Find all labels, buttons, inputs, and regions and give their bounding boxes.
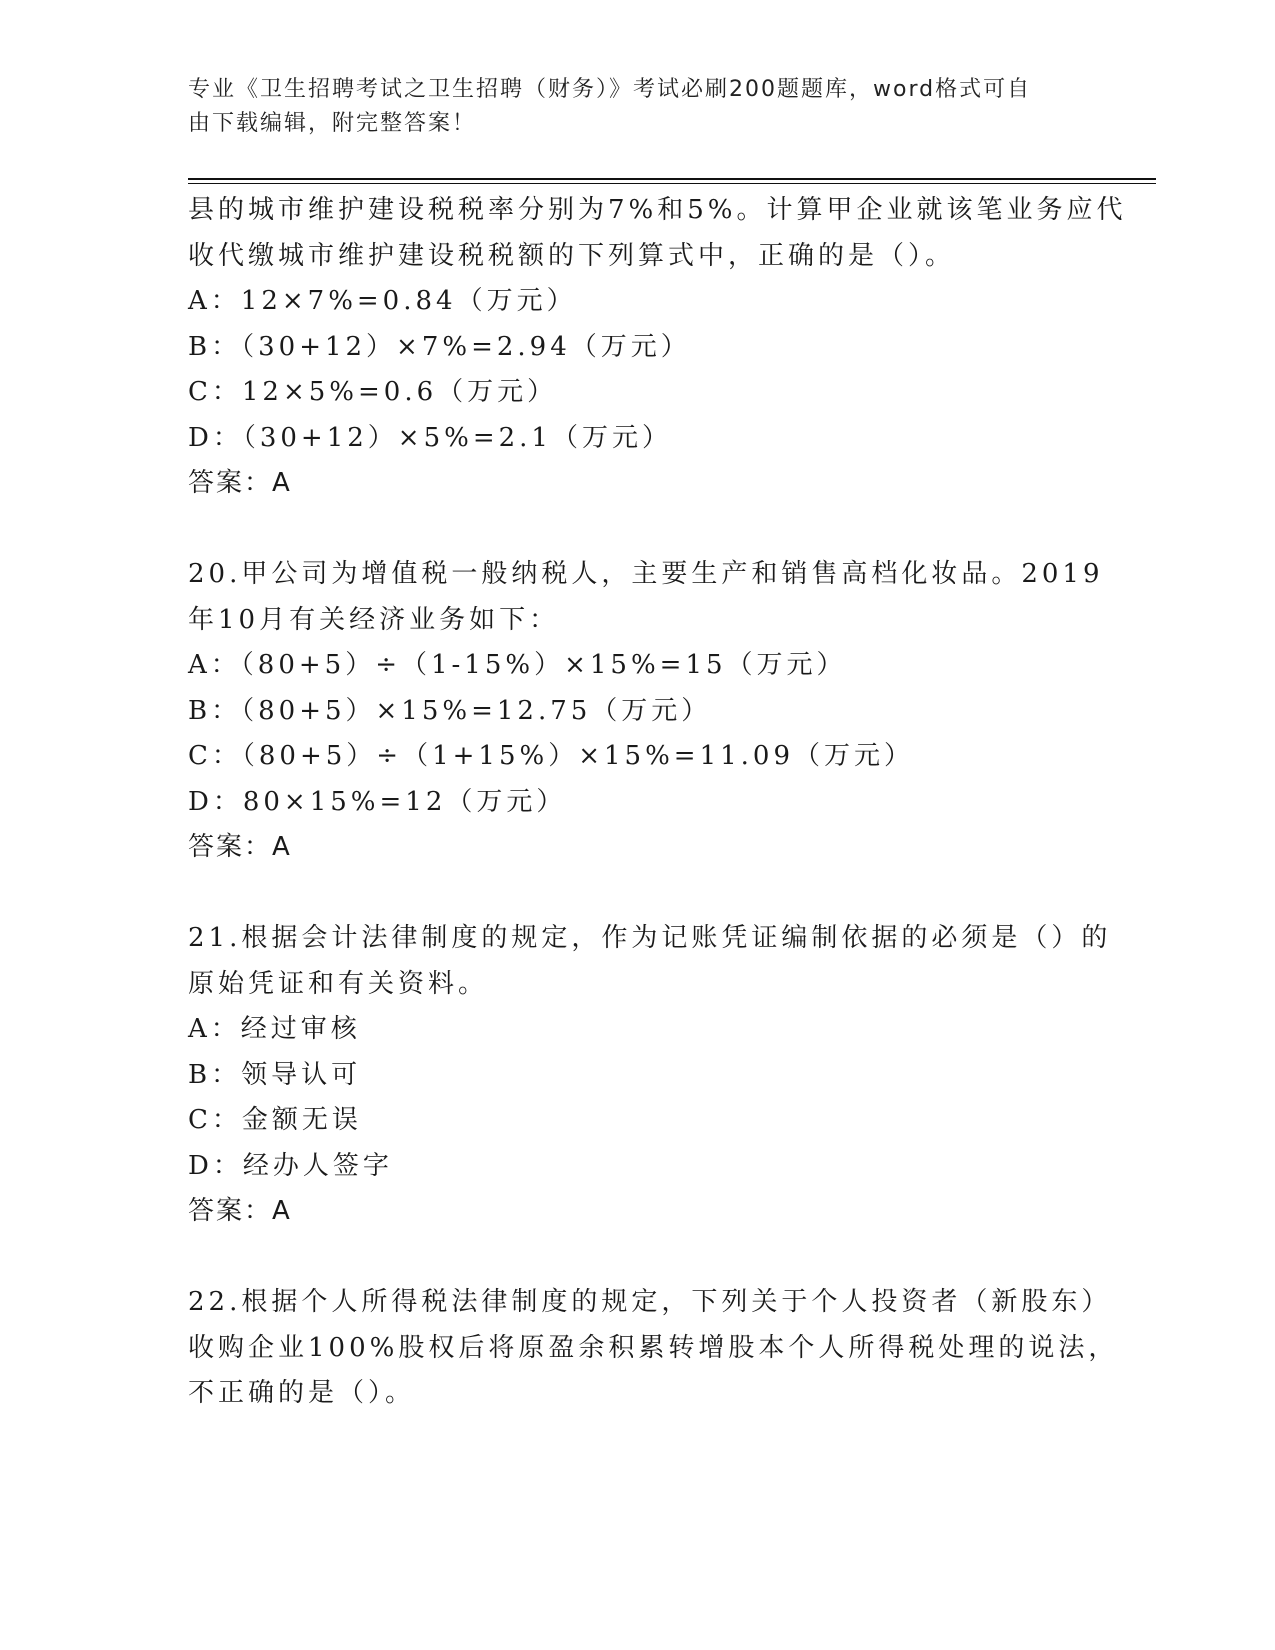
header-divider-thick [188,178,1156,180]
question-text: 年10月有关经济业务如下： [188,604,560,635]
option-d: D：经办人签字 [188,1150,393,1181]
option-b: B：（30+12）×7%=2.94（万元） [188,331,691,362]
option-b: B：领导认可 [188,1059,362,1090]
option-c: C：（80+5）÷（1+15%）×15%=11.09（万元） [188,741,914,771]
option-b: B：（80+5）×15%=12.75（万元） [188,695,712,726]
question-20 [188,552,1104,871]
question-text: 22.根据个人所得税法律制度的规定，下列关于个人投资者（新股东） [188,1287,1112,1317]
question-text: 县的城市维护建设税税率分别为7%和5%。计算甲企业就该笔业务应代 [188,195,1127,225]
question-list [188,188,1127,1417]
spacer [188,1235,1088,1281]
question-text: 21.根据会计法律制度的规定，作为记账凭证编制依据的必须是（）的 [188,923,1112,953]
option-d: D：（30+12）×5%=2.1（万元） [188,422,672,453]
question-text: 收购企业100%股权后将原盈余积累转增股本个人所得税处理的说法， [188,1332,1119,1363]
question-text: 20.甲公司为增值税一般纳税人，主要生产和销售高档化妆品。2019 [188,559,1104,589]
document-header [188,73,1068,141]
spacer [188,871,1088,917]
option-d: D：80×15%=12（万元） [188,786,567,817]
option-c: C：12×5%=0.6（万元） [188,377,558,407]
question-text: 原始凭证和有关资料。 [188,968,489,999]
answer-line: 答案：A [188,832,292,862]
answer-line: 答案：A [188,468,292,498]
answer-line: 答案：A [188,1196,292,1226]
option-a: A：经过审核 [188,1014,361,1044]
option-a: A：（80+5）÷（1-15%）×15%=15（万元） [188,650,847,680]
question-22 [188,1280,1119,1417]
option-c: C：金额无误 [188,1105,362,1135]
question-text: 收代缴城市维护建设税税额的下列算式中，正确的是（）。 [188,240,956,271]
question-19 [188,188,1127,507]
header-line-2: 由下载编辑，附完整答案！ [188,111,477,136]
question-21 [188,916,1112,1235]
header-divider-thin [188,183,1156,184]
question-text: 不正确的是（）。 [188,1378,416,1408]
header-line-1: 专业《卫生招聘考试之卫生招聘（财务）》考试必刷200题题库，word格式可自 [188,77,1032,102]
spacer [188,507,1088,553]
option-a: A：12×7%=0.84（万元） [188,286,577,316]
